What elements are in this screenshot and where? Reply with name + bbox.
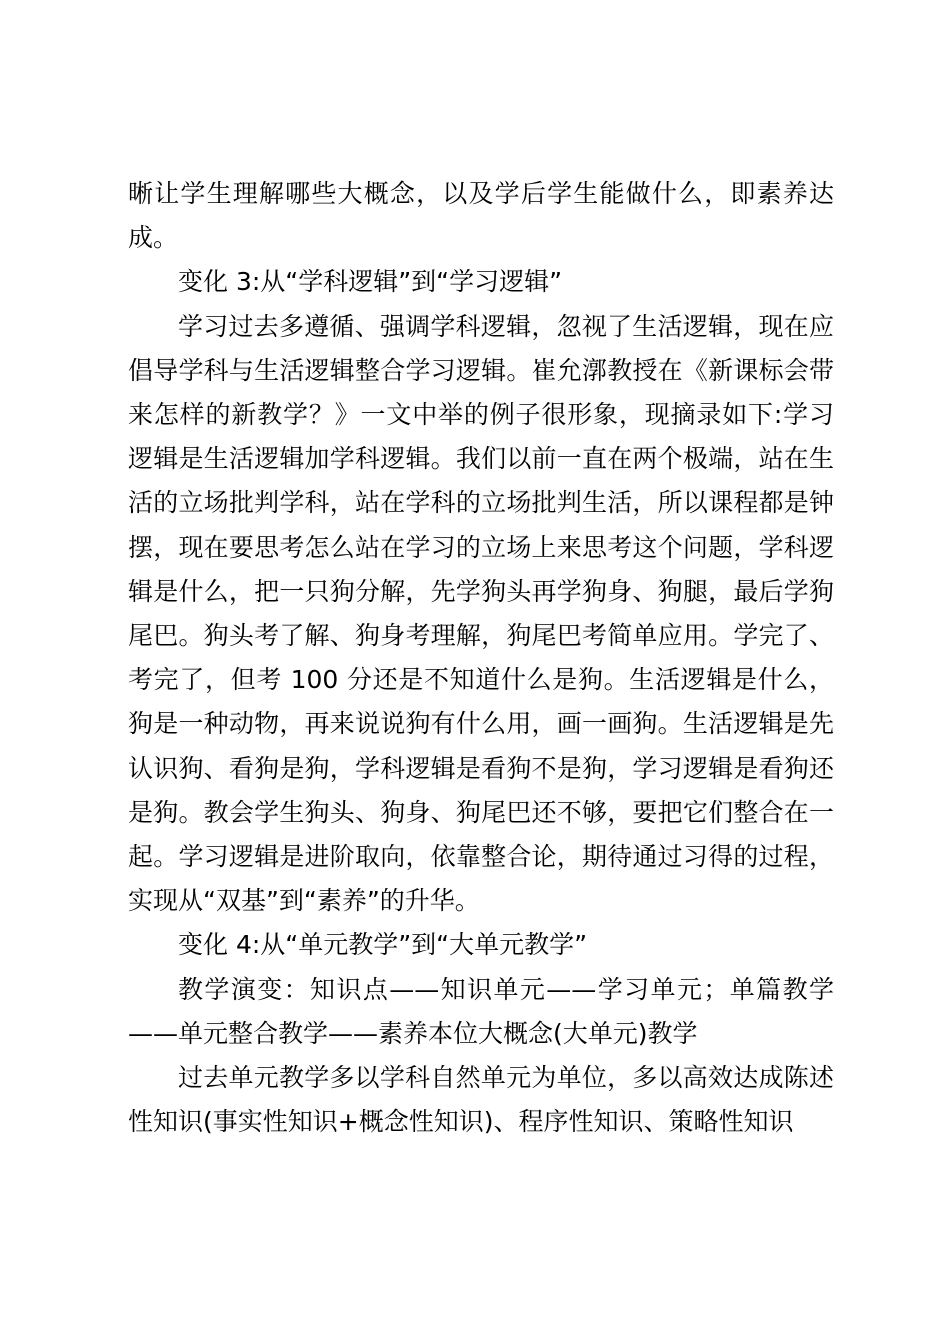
paragraph-learning-logic: 学习过去多遵循、强调学科逻辑，忽视了生活逻辑，现在应倡导学科与生活逻辑整合学习逻辑。崔允漷教授在《新课标会带来怎样的新教学？》一文中举的例子很形象，现摘录如下:学习逻辑是生活逻辑加学科逻辑。我们以前一直在两个极端，站在生活的立场批判学科，站在学科的立场批判生活，所以课程都是钟摆，现在要思考怎么站在学习的立场上来思考这个问题，学科逻辑是什么，把一只狗分解，先学狗头再学狗身、狗腿，最后学狗尾巴。狗头考了解、狗身考理解，狗尾巴考简单应用。学完了、考完了，但考 100 分还是不知道什么是狗。生活逻辑是什么，狗是一种动物，再来说说狗有什么用，画一画狗。生活逻辑是先认识狗、看狗是狗，学科逻辑是看狗不是狗，学习逻辑是看狗还是狗。教会学生狗头、狗身、狗尾巴还不够，要把它们整合在一起。学习逻辑是进阶取向，依靠整合论，期待通过习得的过程，实现从“双基”到“素养”的升华。 xyxy=(128,311,834,916)
heading-change-3: 变化 3:从“学科逻辑”到“学习逻辑” xyxy=(178,267,563,297)
paragraph-teaching-evolution: 教学演变：知识点——知识单元——学习单元；单篇教学——单元整合教学——素养本位大概念(大单元)教学 xyxy=(128,974,834,1048)
heading-change-4: 变化 4:从“单元教学”到“大单元教学” xyxy=(178,930,588,960)
paragraph-unit-teaching: 过去单元教学多以学科自然单元为单位，多以高效达成陈述性知识(事实性知识+概念性知识)、程序性知识、策略性知识 xyxy=(128,1063,834,1137)
document-body xyxy=(128,172,834,1144)
paragraph-continuation: 晰让学生理解哪些大概念，以及学后学生能做什么，即素养达成。 xyxy=(128,179,834,253)
